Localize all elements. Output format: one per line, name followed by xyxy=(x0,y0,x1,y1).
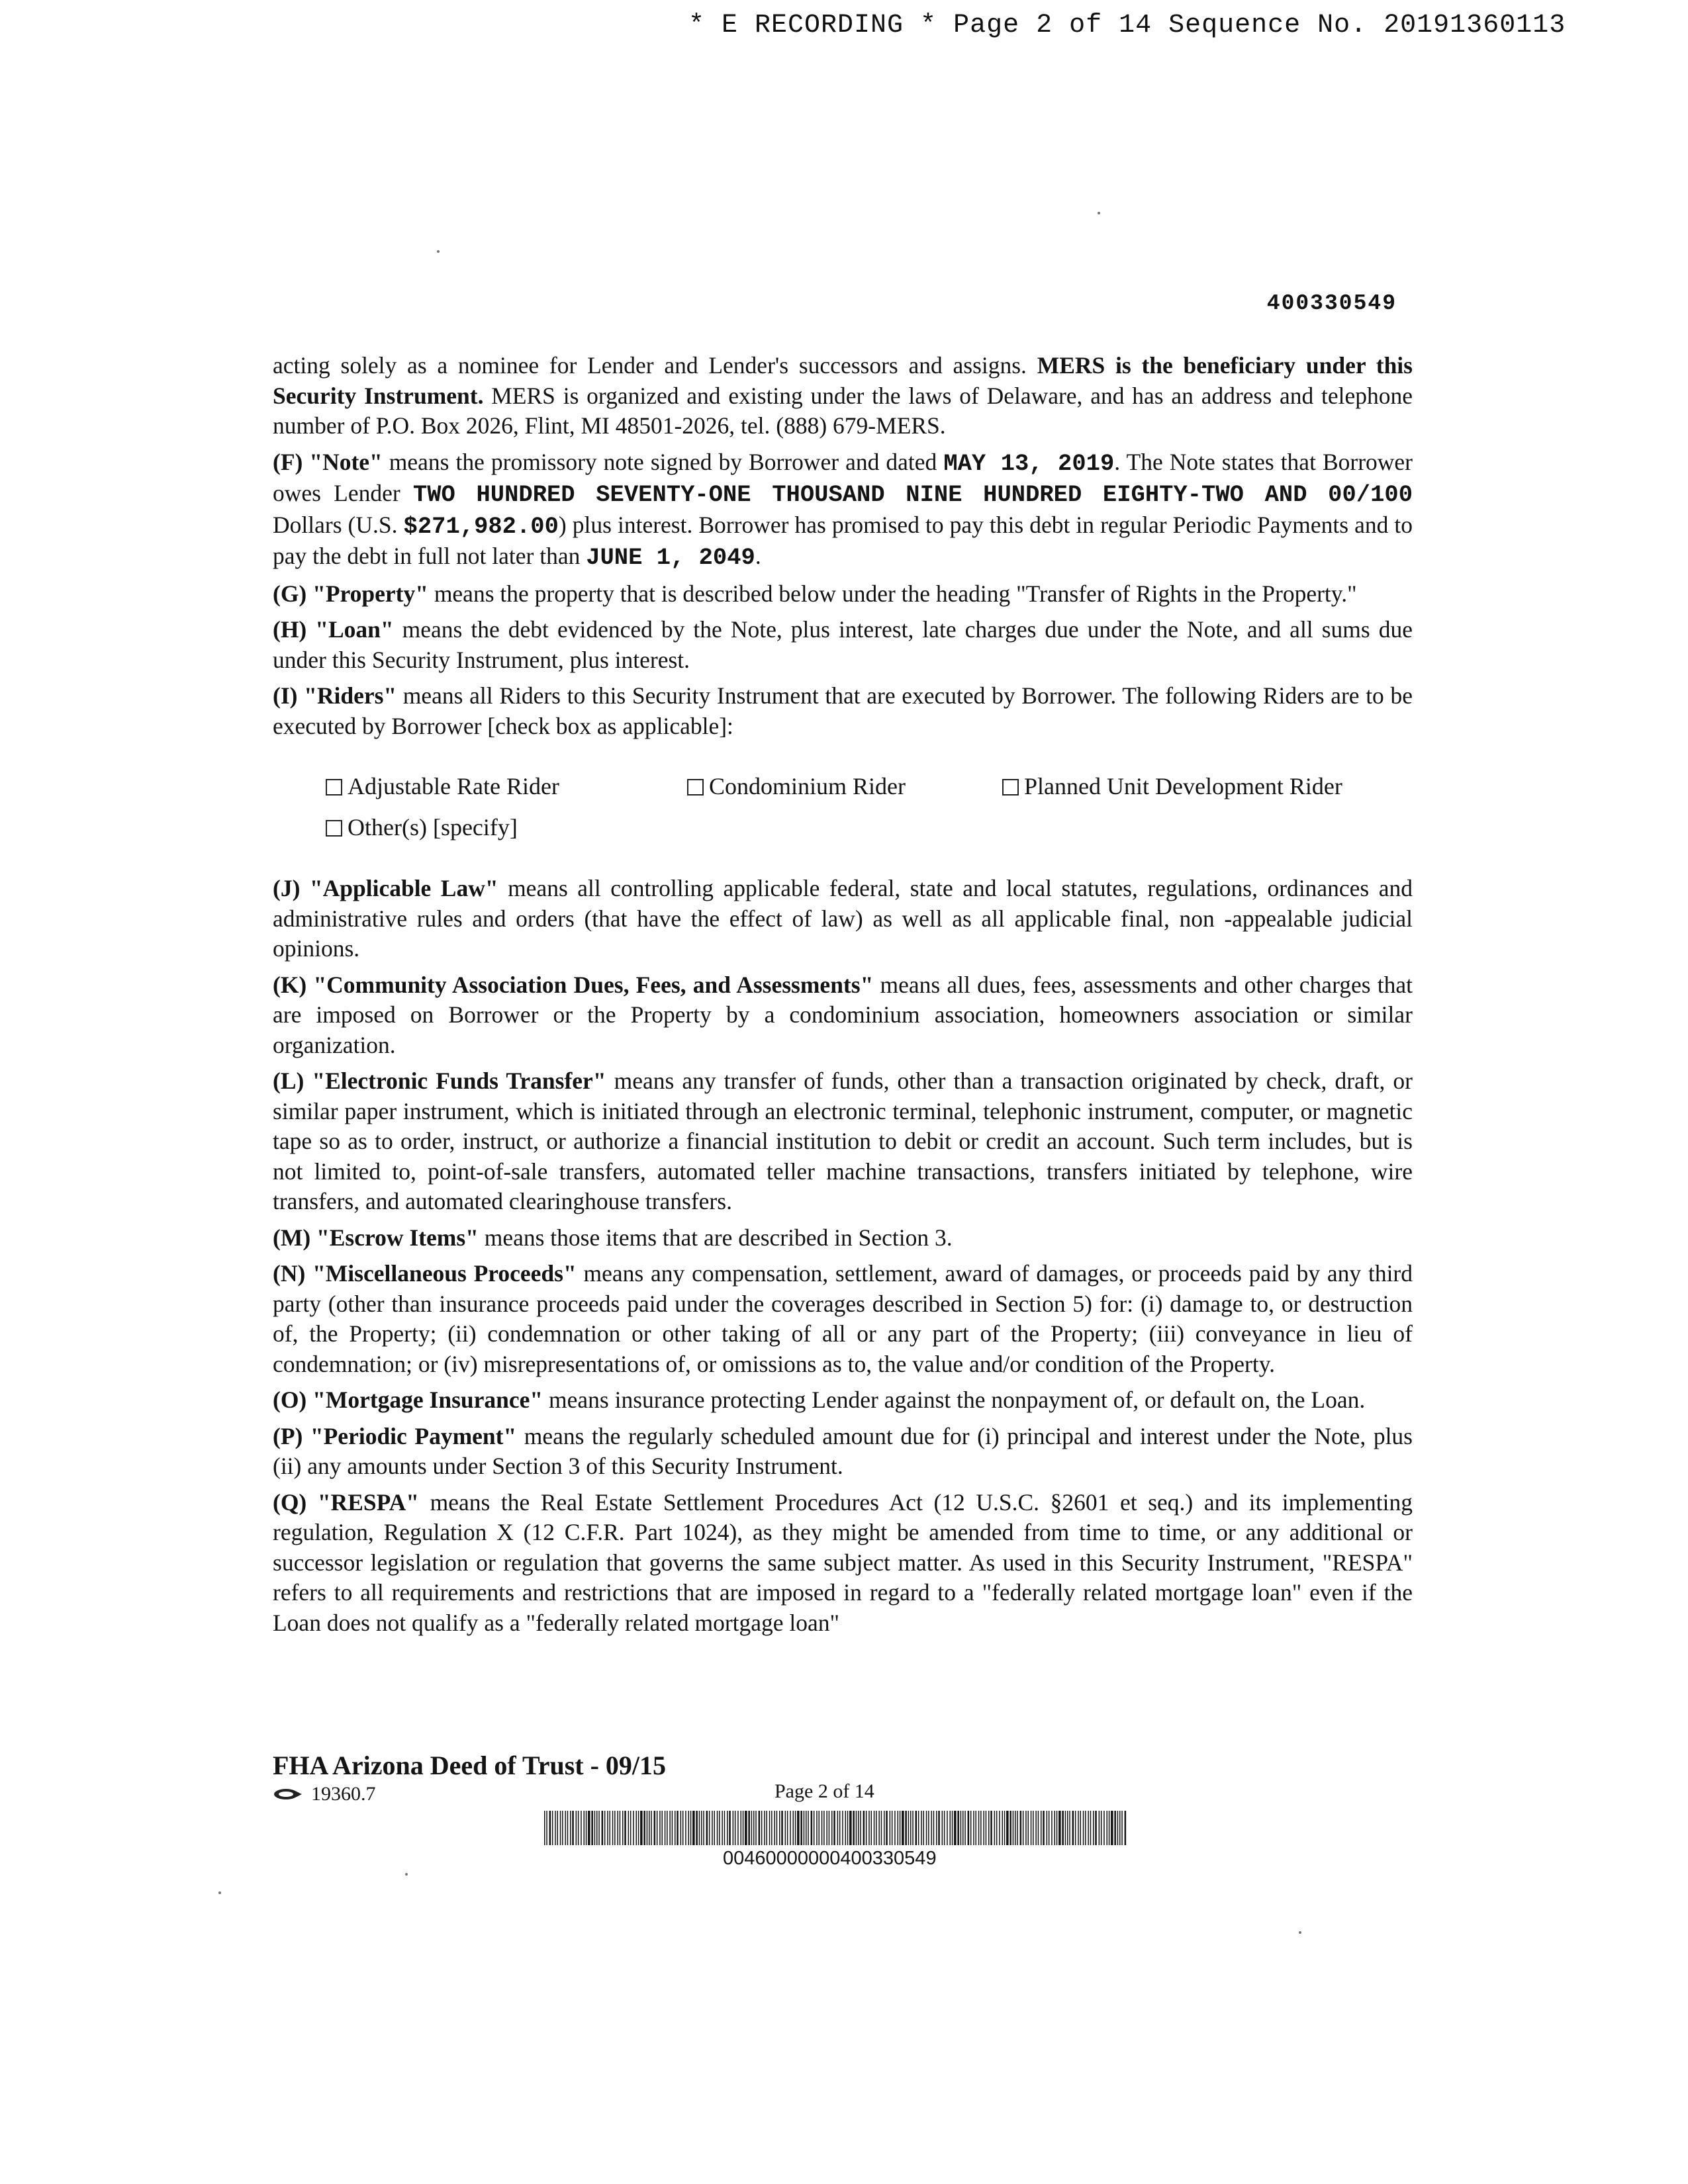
barcode-bar xyxy=(968,1811,970,1845)
definition-text: means the regularly scheduled amount due for (i) principal and interest under the Note, plus (ii) any amounts under Section 3 of this Security Instrument. xyxy=(273,1422,1413,1479)
barcode-bar xyxy=(1038,1811,1039,1845)
definition-text: means any transfer of funds, other than a transaction originated by check, draft, or similar paper instrument, which is initiated through an electronic terminal, telephonic instrument, computer, or magnetic tape so as to order, instruct, or authorize a financial institution to debit or credit an account. Such term includes, but is not limited to, point-of-sale transfers, automated teller machine transactions, transfers initiated by telephone, wire transfers, and automated clearinghouse transfers. xyxy=(273,1068,1413,1214)
rider-planned-unit-development[interactable] xyxy=(1002,772,1342,802)
barcode-bar xyxy=(630,1811,632,1845)
barcode-bar xyxy=(938,1811,940,1845)
barcode-bar xyxy=(1028,1811,1029,1845)
barcode-bar xyxy=(947,1811,948,1845)
barcode-bar xyxy=(849,1811,852,1845)
barcode-bar xyxy=(549,1811,551,1845)
barcode-bar xyxy=(633,1811,634,1845)
definition-escrow-items xyxy=(273,1223,1413,1253)
loan-number: 400330549 xyxy=(1266,291,1397,316)
barcode-bar xyxy=(544,1811,545,1845)
barcode-bar xyxy=(759,1811,761,1845)
barcode-bar xyxy=(729,1811,731,1845)
barcode-bar xyxy=(685,1811,686,1845)
barcode-bar xyxy=(667,1811,668,1845)
barcode-bar xyxy=(1114,1811,1116,1845)
scan-speck xyxy=(1098,212,1100,214)
barcode-bar xyxy=(662,1811,663,1845)
barcode-bar xyxy=(804,1811,805,1845)
barcode-bar xyxy=(596,1811,598,1845)
barcode-bar xyxy=(894,1811,896,1845)
barcode-bar xyxy=(868,1811,870,1845)
barcode-bar xyxy=(781,1811,783,1845)
definition-label: (M) "Escrow Items" xyxy=(273,1224,479,1251)
barcode-bar xyxy=(557,1811,559,1845)
barcode-bar xyxy=(651,1811,652,1845)
barcode-bar xyxy=(923,1811,925,1845)
barcode-bar xyxy=(745,1811,747,1845)
barcode-bar xyxy=(845,1811,847,1845)
barcode-bar xyxy=(881,1811,882,1845)
barcode-bar xyxy=(853,1811,855,1845)
barcode-bar xyxy=(1090,1811,1092,1845)
barcode-bar xyxy=(936,1811,937,1845)
barcode-bar xyxy=(1117,1811,1119,1845)
barcode-bar xyxy=(910,1811,912,1845)
barcode-bar xyxy=(961,1811,962,1845)
barcode-bar xyxy=(821,1811,823,1845)
definition-text: means the property that is described below under the heading "Transfer of Rights in the Property." xyxy=(428,580,1357,607)
definition-text: means all dues, fees, assessments and other charges that are imposed on Borrower or the Property by a condominium association, homeowners association or similar organization. xyxy=(273,971,1413,1058)
barcode-bar xyxy=(1095,1811,1097,1845)
barcode-bar xyxy=(1056,1811,1058,1845)
barcode-bar xyxy=(1062,1811,1064,1845)
definition-periodic-payment xyxy=(273,1422,1413,1482)
mers-address-text: MERS is organized and existing under the laws of Delaware, and has an address and telephone number of P.O. Box 2026, Flint, MI 48501-2026, tel. (888) 679-MERS. xyxy=(273,382,1413,439)
scan-speck xyxy=(218,1891,221,1894)
barcode-bar xyxy=(970,1811,972,1845)
barcode-bar xyxy=(1015,1811,1016,1845)
barcode-bar xyxy=(1043,1811,1045,1845)
barcode-bar xyxy=(1069,1811,1070,1845)
definition-riders xyxy=(273,681,1413,741)
rider-label: Condominium Rider xyxy=(709,773,906,800)
barcode-bar xyxy=(677,1811,679,1845)
barcode-bar xyxy=(898,1811,899,1845)
barcode-bar xyxy=(724,1811,726,1845)
definition-text: means those items that are described in Section 3. xyxy=(478,1224,953,1251)
barcode-bar xyxy=(659,1811,661,1845)
barcode-bar xyxy=(620,1811,621,1845)
barcode-bar xyxy=(743,1811,744,1845)
barcode-bar xyxy=(1075,1811,1076,1845)
barcode-bar xyxy=(657,1811,658,1845)
definition-label: (F) "Note" xyxy=(273,448,383,475)
barcode-bar xyxy=(748,1811,750,1845)
rider-label: Planned Unit Development Rider xyxy=(1024,773,1342,800)
barcode-bar xyxy=(614,1811,616,1845)
barcode-bar xyxy=(617,1811,618,1845)
rider-other[interactable] xyxy=(326,813,518,843)
definition-label: (H) "Loan" xyxy=(273,616,394,643)
barcode-bar xyxy=(1035,1811,1037,1845)
barcode-bar xyxy=(562,1811,563,1845)
barcode-bar xyxy=(701,1811,702,1845)
barcode-bar xyxy=(996,1811,998,1845)
form-number xyxy=(273,1783,376,1805)
barcode-bar xyxy=(654,1811,656,1845)
loan-amount: $271,982.00 xyxy=(403,512,559,540)
barcode-bar xyxy=(546,1811,547,1845)
checkbox-icon[interactable] xyxy=(326,820,342,837)
barcode-bar xyxy=(964,1811,966,1845)
barcode-bar xyxy=(555,1811,556,1845)
barcode-bar xyxy=(565,1811,566,1845)
barcode-bar xyxy=(1023,1811,1024,1845)
definition-label: (K) "Community Association Dues, Fees, and Assessments" xyxy=(273,971,874,998)
barcode-bar xyxy=(884,1811,885,1845)
barcode-bar xyxy=(1088,1811,1089,1845)
barcode-bar xyxy=(886,1811,888,1845)
barcode-bar xyxy=(942,1811,943,1845)
barcode-bar xyxy=(915,1811,917,1845)
definition-text: means insurance protecting Lender against the nonpayment of, or default on, the Loan. xyxy=(543,1387,1366,1413)
barcode-bar xyxy=(628,1811,630,1845)
barcode-bar xyxy=(636,1811,637,1845)
barcode-bar xyxy=(790,1811,791,1845)
definition-miscellaneous-proceeds xyxy=(273,1259,1413,1379)
rider-label: Adjustable Rate Rider xyxy=(348,773,559,800)
barcode-bar xyxy=(954,1811,957,1845)
barcode-bar xyxy=(833,1811,835,1845)
barcode-bar xyxy=(604,1811,606,1845)
definition-text: . xyxy=(755,543,761,569)
barcode-bar xyxy=(1099,1811,1100,1845)
barcode-bar xyxy=(735,1811,736,1845)
barcode-bar xyxy=(696,1811,698,1845)
barcode-bar xyxy=(588,1811,590,1845)
barcode-bar xyxy=(837,1811,839,1845)
barcode-bar xyxy=(976,1811,977,1845)
definition-label: (J) "Applicable Law" xyxy=(273,875,498,901)
barcode-bar xyxy=(690,1811,692,1845)
loan-amount-words: TWO HUNDRED SEVENTY-ONE THOUSAND NINE HUNDRED EIGHTY-TWO AND 00/100 xyxy=(412,481,1413,508)
barcode-bar xyxy=(826,1811,827,1845)
barcode-bar xyxy=(1103,1811,1105,1845)
barcode-bar xyxy=(578,1811,579,1845)
barcode-bar xyxy=(624,1811,626,1845)
definition-label: (G) "Property" xyxy=(273,580,428,607)
barcode-bar xyxy=(988,1811,990,1845)
barcode-bar xyxy=(688,1811,690,1845)
definition-text: means all Riders to this Security Instrument that are executed by Borrower. The following Riders are to be executed by Borrower [check box as applicable]: xyxy=(273,682,1413,739)
definition-electronic-funds-transfer xyxy=(273,1066,1413,1217)
barcode-bar xyxy=(839,1811,841,1845)
barcode-bar xyxy=(785,1811,786,1845)
barcode-bar xyxy=(793,1811,794,1845)
barcode-bar xyxy=(1109,1811,1110,1845)
barcode-bar xyxy=(1004,1811,1006,1845)
definition-note xyxy=(273,447,1413,573)
recording-stamp: * E RECORDING * Page 2 of 14 Sequence No. 20191360113 xyxy=(688,11,1566,40)
barcode-bar xyxy=(980,1811,982,1845)
barcode-bar xyxy=(866,1811,867,1845)
barcode xyxy=(544,1811,1128,1845)
definition-text: . The Note states that Borrower owes Lender xyxy=(273,448,1413,506)
barcode-bar xyxy=(669,1811,671,1845)
definition-loan xyxy=(273,615,1413,675)
barcode-bar xyxy=(1072,1811,1074,1845)
barcode-bar xyxy=(871,1811,872,1845)
barcode-bar xyxy=(622,1811,624,1845)
barcode-bar xyxy=(829,1811,830,1845)
barcode-bar xyxy=(1020,1811,1022,1845)
barcode-bar xyxy=(800,1811,802,1845)
barcode-bar xyxy=(847,1811,849,1845)
barcode-bar xyxy=(890,1811,891,1845)
note-date: MAY 13, 2019 xyxy=(943,449,1115,477)
riders-checklist xyxy=(326,766,1413,848)
rider-label: Other(s) [specify] xyxy=(348,814,518,841)
definition-label: (Q) "RESPA" xyxy=(273,1488,420,1516)
barcode-bar xyxy=(1121,1811,1123,1845)
barcode-bar xyxy=(1119,1811,1121,1845)
barcode-bar xyxy=(771,1811,773,1845)
barcode-bar xyxy=(1051,1811,1053,1845)
form-title: FHA Arizona Deed of Trust - 09/15 xyxy=(273,1751,667,1780)
definition-mortgage-insurance xyxy=(273,1385,1413,1416)
barcode-bar xyxy=(649,1811,650,1845)
barcode-bar xyxy=(1049,1811,1050,1845)
barcode-bar xyxy=(779,1811,780,1845)
form-number-text: 19360.7 xyxy=(311,1783,376,1805)
barcode-bar xyxy=(994,1811,996,1845)
definition-label: (L) "Electronic Funds Transfer" xyxy=(273,1068,606,1094)
barcode-bar xyxy=(1055,1811,1056,1845)
barcode-bar xyxy=(733,1811,734,1845)
definition-text: means any compensation, settlement, award of damages, or proceeds paid by any third party (other than insurance proceeds paid under the coverages described in Section 5) for: (i) damage to, or destruction of, the Property; (ii) condemnation or other taking of all or any part of the Property; (iii) conveyance in lieu of condemnation; or (iv) misrepresentations of, or omissions as to, the value and/or condition of the Property. xyxy=(273,1260,1413,1377)
checkbox-icon[interactable] xyxy=(326,779,342,796)
definition-text: ) plus interest. Borrower has promised to pay this debt in regular Periodic Payments and to pay the debt in full not later than xyxy=(273,511,1413,569)
barcode-bar xyxy=(774,1811,775,1845)
page-indicator: Page 2 of 14 xyxy=(774,1780,874,1802)
paragraph-mers xyxy=(273,351,1413,441)
barcode-bar xyxy=(978,1811,980,1845)
barcode-bar xyxy=(761,1811,763,1845)
barcode-bar xyxy=(1065,1811,1066,1845)
barcode-bar xyxy=(602,1811,604,1845)
barcode-bar xyxy=(957,1811,959,1845)
barcode-bar xyxy=(586,1811,587,1845)
barcode-bar xyxy=(570,1811,571,1845)
barcode-bar xyxy=(806,1811,807,1845)
barcode-bar xyxy=(699,1811,700,1845)
barcode-bar xyxy=(753,1811,755,1845)
definition-respa xyxy=(273,1488,1413,1639)
checkbox-icon[interactable] xyxy=(687,779,704,796)
barcode-bar xyxy=(999,1811,1000,1845)
barcode-bar xyxy=(918,1811,919,1845)
definition-community-association-dues xyxy=(273,970,1413,1061)
barcode-bar xyxy=(767,1811,768,1845)
barcode-bar xyxy=(612,1811,614,1845)
barcode-bar xyxy=(856,1811,857,1845)
barcode-bar xyxy=(584,1811,585,1845)
rider-condominium[interactable] xyxy=(687,772,1002,802)
document-body xyxy=(273,351,1413,1644)
barcode-bar xyxy=(933,1811,935,1845)
barcode-bar xyxy=(722,1811,723,1845)
barcode-bar xyxy=(986,1811,987,1845)
barcode-bar xyxy=(675,1811,676,1845)
barcode-bar xyxy=(912,1811,914,1845)
barcode-bar xyxy=(973,1811,974,1845)
barcode-bar xyxy=(1093,1811,1094,1845)
barcode-bar xyxy=(1111,1811,1113,1845)
barcode-bar xyxy=(902,1811,904,1845)
barcode-bar xyxy=(816,1811,818,1845)
definition-label: (N) "Miscellaneous Proceeds" xyxy=(273,1260,577,1287)
barcode-bar xyxy=(944,1811,945,1845)
barcode-bar xyxy=(643,1811,645,1845)
barcode-bar xyxy=(1067,1811,1068,1845)
barcode-bar xyxy=(1083,1811,1084,1845)
definition-property xyxy=(273,579,1413,610)
barcode-bar xyxy=(842,1811,843,1845)
barcode-bar xyxy=(755,1811,757,1845)
barcode-bar xyxy=(900,1811,901,1845)
definition-text: means the promissory note signed by Borrower and dated xyxy=(382,448,944,475)
barcode-bar xyxy=(1033,1811,1034,1845)
barcode-bar xyxy=(692,1811,695,1845)
definition-label: (P) "Periodic Payment" xyxy=(273,1422,517,1449)
maturity-date: JUNE 1, 2049 xyxy=(586,544,755,571)
barcode-bar xyxy=(640,1811,643,1845)
barcode-bar xyxy=(931,1811,932,1845)
barcode-bar xyxy=(714,1811,716,1845)
barcode-bar xyxy=(1031,1811,1032,1845)
barcode-bar xyxy=(905,1811,907,1845)
mers-beneficiary-bold: MERS is the beneficiary under this Security Instrument. xyxy=(273,352,1413,409)
barcode-bar xyxy=(682,1811,684,1845)
definition-text: means the debt evidenced by the Note, plus interest, late charges due under the Note, and all sums due under this Security Instrument, plus interest. xyxy=(273,616,1413,673)
barcode-bar xyxy=(591,1811,593,1845)
barcode-bar xyxy=(787,1811,788,1845)
barcode-bar xyxy=(712,1811,713,1845)
barcode-bar xyxy=(983,1811,984,1845)
barcode-bar xyxy=(581,1811,582,1845)
barcode-bar xyxy=(706,1811,708,1845)
barcode-bar xyxy=(962,1811,964,1845)
barcode-bar xyxy=(610,1811,611,1845)
barcode-bar xyxy=(1025,1811,1027,1845)
barcode-bar xyxy=(737,1811,739,1845)
barcode-bar xyxy=(811,1811,813,1845)
barcode-bar xyxy=(1017,1811,1018,1845)
barcode-bar xyxy=(703,1811,704,1845)
barcode-bar xyxy=(680,1811,682,1845)
barcode-bar xyxy=(1009,1811,1011,1845)
barcode-bar xyxy=(814,1811,815,1845)
barcode-bar xyxy=(607,1811,608,1845)
barcode-bar xyxy=(751,1811,753,1845)
barcode-bar xyxy=(672,1811,673,1845)
barcode-bar xyxy=(1078,1811,1079,1845)
definition-label: (O) "Mortgage Insurance" xyxy=(273,1387,543,1413)
barcode-bar xyxy=(598,1811,600,1845)
scan-speck xyxy=(437,250,440,253)
barcode-bar xyxy=(638,1811,639,1845)
barcode-bar xyxy=(950,1811,951,1845)
barcode-bar xyxy=(797,1811,800,1845)
barcode-bar xyxy=(858,1811,859,1845)
barcode-bar xyxy=(860,1811,861,1845)
definition-text: Dollars (U.S. xyxy=(273,511,404,538)
barcode-bar xyxy=(863,1811,865,1845)
barcode-bar xyxy=(952,1811,953,1845)
barcode-bar xyxy=(1041,1811,1042,1845)
publisher-logo-icon xyxy=(273,1787,302,1801)
barcode-bar xyxy=(831,1811,833,1845)
mers-text: acting solely as a nominee for Lender and Lender's successors and assigns. xyxy=(273,352,1037,379)
barcode-bar xyxy=(769,1811,771,1845)
barcode-bar xyxy=(594,1811,596,1845)
barcode-bar xyxy=(990,1811,992,1845)
barcode-bar xyxy=(727,1811,728,1845)
barcode-bar xyxy=(808,1811,809,1845)
barcode-bar xyxy=(647,1811,648,1845)
definition-applicable-law xyxy=(273,874,1413,964)
barcode-bar xyxy=(892,1811,893,1845)
barcode-bar xyxy=(1058,1811,1061,1845)
barcode-bar xyxy=(874,1811,875,1845)
barcode-bar xyxy=(1006,1811,1009,1845)
barcode-bar xyxy=(819,1811,820,1845)
barcode-bar xyxy=(776,1811,778,1845)
checkbox-icon[interactable] xyxy=(1002,779,1019,796)
barcode-bar xyxy=(1013,1811,1014,1845)
barcode-bar xyxy=(1002,1811,1004,1845)
barcode-bar xyxy=(576,1811,577,1845)
barcode-bar xyxy=(741,1811,742,1845)
definition-text: means all controlling applicable federal, state and local statutes, regulations, ordinances and administrative rules and orders (that have the effect of law) as well as all applicable final, non -appealable judicial opinions. xyxy=(273,875,1413,962)
barcode-bar xyxy=(709,1811,710,1845)
definition-label: (I) "Riders" xyxy=(273,682,397,709)
barcode-bar xyxy=(908,1811,910,1845)
barcode-bar xyxy=(928,1811,929,1845)
barcode-bar xyxy=(764,1811,765,1845)
scan-speck xyxy=(405,1873,408,1876)
barcode-bar xyxy=(921,1811,922,1845)
barcode-bar xyxy=(1080,1811,1082,1845)
barcode-bar xyxy=(1125,1811,1127,1845)
barcode-bar xyxy=(878,1811,880,1845)
barcode-bar xyxy=(567,1811,569,1845)
barcode-bar xyxy=(876,1811,877,1845)
barcode-bar xyxy=(717,1811,718,1845)
barcode-bar xyxy=(1101,1811,1102,1845)
barcode-bar xyxy=(1085,1811,1086,1845)
barcode-bar xyxy=(552,1811,553,1845)
barcode-bar xyxy=(823,1811,825,1845)
rider-adjustable-rate[interactable] xyxy=(326,772,687,802)
barcode-bar xyxy=(572,1811,574,1845)
barcode-bar xyxy=(665,1811,666,1845)
barcode-bar xyxy=(1107,1811,1108,1845)
scan-speck xyxy=(1299,1931,1301,1934)
barcode-bar xyxy=(1047,1811,1048,1845)
barcode-bar xyxy=(560,1811,561,1845)
definition-text: means the Real Estate Settlement Procedures Act (12 U.S.C. §2601 et seq.) and its implementing regulation, Regulation X (12 C.F.R. Part 1024), as they might be amended from time to time, or any additional or successor legislation or regulation that governs the same subject matter. As used in this Security Instrument, "RESPA" refers to all requirements and restrictions that are imposed in regard to a "federally related mortgage loan" even if the Loan does not qualify as a "federally related mortgage loan" xyxy=(273,1488,1413,1636)
barcode-bar xyxy=(795,1811,796,1845)
barcode-number: 00460000000400330549 xyxy=(723,1848,937,1869)
barcode-bar xyxy=(926,1811,927,1845)
barcode-bar xyxy=(719,1811,720,1845)
